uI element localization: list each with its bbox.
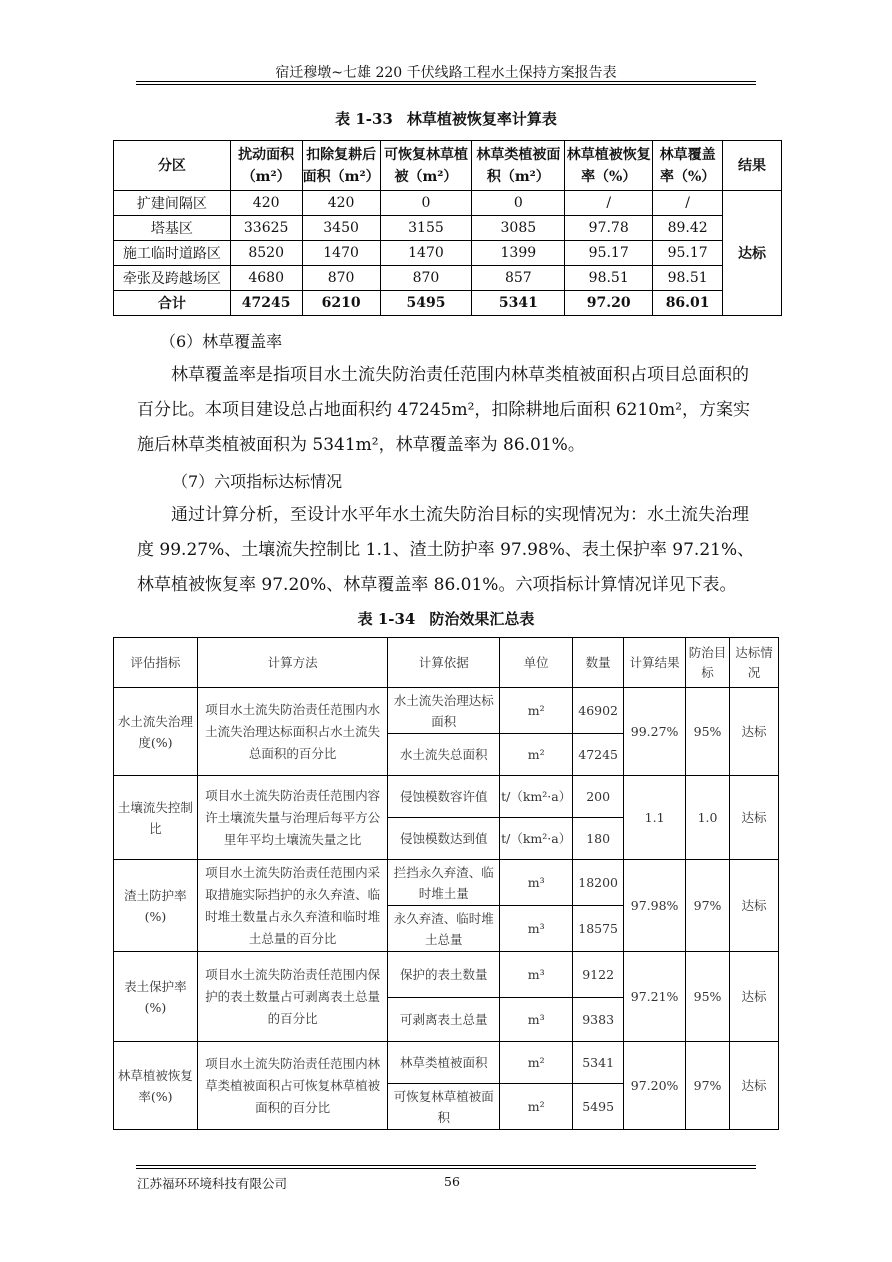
page-header: 宿迁穆墩~七雄 220 千伏线路工程水土保持方案报告表 [275, 65, 617, 81]
target-cell: 97% [686, 1042, 730, 1130]
indicator-cell: 水土流失治理度(%) [114, 688, 198, 776]
table-cell: 89.42 [653, 216, 723, 241]
table-cell: / [653, 191, 723, 216]
quantity-cell: 180 [573, 818, 624, 860]
column-header: 防治目标 [686, 638, 730, 688]
table-cell: 合计 [114, 291, 231, 316]
quantity-cell: 47245 [573, 734, 624, 776]
table-row [114, 860, 779, 906]
table-row [114, 216, 782, 241]
column-header: 计算方法 [197, 638, 388, 688]
target-cell: 97% [686, 860, 730, 952]
status-cell: 达标 [730, 952, 779, 1042]
result-cell: 99.27% [624, 688, 686, 776]
method-cell: 项目水土流失防治责任范围内采取措施实际挡护的永久弃渣、临时堆土数量占永久弃渣和临时堆土总量的百分比 [197, 860, 388, 952]
table-34 [113, 637, 779, 1130]
target-cell: 95% [686, 952, 730, 1042]
method-cell: 项目水土流失防治责任范围内容许土壤流失量与治理后每平方公里年平均土壤流失量之比 [197, 776, 388, 860]
table-33-caption [0, 108, 892, 129]
column-header: 计算依据 [388, 638, 500, 688]
table-row [114, 952, 779, 998]
indicator-cell: 林草植被恢复率(%) [114, 1042, 198, 1130]
column-header: 扰动面积（m²） [230, 141, 302, 191]
table-cell: 6210 [302, 291, 380, 316]
basis-cell: 水土流失总面积 [388, 734, 500, 776]
basis-cell: 永久弃渣、临时堆土总量 [388, 906, 500, 952]
unit-cell: m³ [500, 998, 573, 1042]
column-header: 林草覆盖率（%） [653, 141, 723, 191]
table-row [114, 191, 782, 216]
target-cell: 1.0 [686, 776, 730, 860]
quantity-cell: 18200 [573, 860, 624, 906]
unit-cell: m² [500, 1084, 573, 1130]
status-cell: 达标 [730, 776, 779, 860]
table-cell: 3155 [380, 216, 472, 241]
table-cell: 86.01 [653, 291, 723, 316]
column-header: 分区 [114, 141, 231, 191]
table-cell: 塔基区 [114, 216, 231, 241]
table-cell: / [565, 191, 653, 216]
table-33 [113, 140, 782, 316]
footer-rule [136, 1168, 756, 1169]
column-header: 数量 [573, 638, 624, 688]
column-header: 林草类植被面积（m²） [472, 141, 565, 191]
footer-rule [136, 1165, 756, 1166]
status-cell: 达标 [730, 860, 779, 952]
table-cell: 33625 [230, 216, 302, 241]
table-cell: 857 [472, 266, 565, 291]
table-cell: 5341 [472, 291, 565, 316]
basis-cell: 可恢复林草植被面积 [388, 1084, 500, 1130]
table-cell: 牵张及跨越场区 [114, 266, 231, 291]
quantity-cell: 46902 [573, 688, 624, 734]
quantity-cell: 9122 [573, 952, 624, 998]
unit-cell: t/（km²·a） [500, 776, 573, 818]
basis-cell: 保护的表土数量 [388, 952, 500, 998]
table-cell: 8520 [230, 241, 302, 266]
section-7-heading: （7）六项指标达标情况 [172, 472, 343, 491]
table-cell: 4680 [230, 266, 302, 291]
header-rule [136, 84, 756, 85]
unit-cell: m² [500, 1042, 573, 1084]
column-header: 评估指标 [114, 638, 198, 688]
caption-number: 表 1-34 [357, 610, 416, 628]
table-cell: 0 [380, 191, 472, 216]
table-header-row [114, 141, 782, 191]
result-cell: 97.20% [624, 1042, 686, 1130]
quantity-cell: 9383 [573, 998, 624, 1042]
column-header: 结果 [723, 141, 782, 191]
section-6-paragraph: 林草覆盖率是指项目水土流失防治责任范围内林草类植被面积占项目总面积的百分比。本项目建设总占地面积约 47245m²，扣除耕地后面积 6210m²，方案实施后林草类植被面积为 5341m²，林草覆盖率为 86.01%。 [137, 365, 751, 455]
result-cell: 97.21% [624, 952, 686, 1042]
column-header: 单位 [500, 638, 573, 688]
table-row [114, 241, 782, 266]
page-number: 56 [444, 1174, 460, 1189]
table-cell: 扩建间隔区 [114, 191, 231, 216]
table-cell: 1399 [472, 241, 565, 266]
section-7-paragraph: 通过计算分析，至设计水平年水土流失防治目标的实现情况为：水土流失治理度 99.27%、土壤流失控制比 1.1、渣土防护率 97.98%、表土保护率 97.21%、林草植被恢复率 97.20%、林草覆盖率 86.01%。六项指标计算情况详见下表。 [137, 505, 755, 595]
table-cell: 3450 [302, 216, 380, 241]
method-cell: 项目水土流失防治责任范围内林草类植被面积占可恢复林草植被面积的百分比 [197, 1042, 388, 1130]
table-cell: 420 [302, 191, 380, 216]
basis-cell: 侵蚀模数达到值 [388, 818, 500, 860]
quantity-cell: 200 [573, 776, 624, 818]
basis-cell: 侵蚀模数容许值 [388, 776, 500, 818]
table-cell: 3085 [472, 216, 565, 241]
table-row [114, 266, 782, 291]
table-cell: 1470 [380, 241, 472, 266]
quantity-cell: 18575 [573, 906, 624, 952]
quantity-cell: 5495 [573, 1084, 624, 1130]
basis-cell: 林草类植被面积 [388, 1042, 500, 1084]
table-cell: 5495 [380, 291, 472, 316]
indicator-cell: 渣土防护率(%) [114, 860, 198, 952]
table-row [114, 1042, 779, 1084]
basis-cell: 可剥离表土总量 [388, 998, 500, 1042]
column-header: 计算结果 [624, 638, 686, 688]
basis-cell: 水土流失治理达标面积 [388, 688, 500, 734]
table-cell: 95.17 [565, 241, 653, 266]
result-cell: 1.1 [624, 776, 686, 860]
table-row [114, 688, 779, 734]
table-cell: 98.51 [653, 266, 723, 291]
table-cell: 97.20 [565, 291, 653, 316]
column-header: 林草植被恢复率（%） [565, 141, 653, 191]
table-row [114, 776, 779, 818]
basis-cell: 拦挡永久弃渣、临时堆土量 [388, 860, 500, 906]
table-cell: 1470 [302, 241, 380, 266]
section-6-heading: （6）林草覆盖率 [160, 332, 283, 351]
target-cell: 95% [686, 688, 730, 776]
column-header: 扣除复耕后面积（m²） [302, 141, 380, 191]
indicator-cell: 土壤流失控制比 [114, 776, 198, 860]
method-cell: 项目水土流失防治责任范围内保护的表土数量占可剥离表土总量的百分比 [197, 952, 388, 1042]
indicator-cell: 表土保护率(%) [114, 952, 198, 1042]
caption-title: 防治效果汇总表 [429, 610, 535, 628]
table-header-row [114, 638, 779, 688]
unit-cell: m² [500, 734, 573, 776]
table-cell: 98.51 [565, 266, 653, 291]
status-cell: 达标 [730, 1042, 779, 1130]
status-cell: 达标 [730, 688, 779, 776]
unit-cell: t/（km²·a） [500, 818, 573, 860]
caption-number: 表 1-33 [335, 110, 393, 128]
table-cell: 870 [380, 266, 472, 291]
column-header: 达标情况 [730, 638, 779, 688]
footer-company: 江苏福环环境科技有限公司 [137, 1176, 288, 1191]
table-34-caption [0, 608, 892, 629]
unit-cell: m³ [500, 860, 573, 906]
table-cell: 420 [230, 191, 302, 216]
caption-title: 林草植被恢复率计算表 [406, 110, 557, 128]
table-total-row [114, 291, 782, 316]
table-cell: 47245 [230, 291, 302, 316]
column-header: 可恢复林草植被（m²） [380, 141, 472, 191]
table-cell: 施工临时道路区 [114, 241, 231, 266]
result-cell: 97.98% [624, 860, 686, 952]
result-cell: 达标 [723, 191, 782, 316]
table-cell: 0 [472, 191, 565, 216]
method-cell: 项目水土流失防治责任范围内水土流失治理达标面积占水土流失总面积的百分比 [197, 688, 388, 776]
table-cell: 97.78 [565, 216, 653, 241]
header-rule [136, 81, 756, 82]
unit-cell: m³ [500, 952, 573, 998]
table-cell: 870 [302, 266, 380, 291]
table-cell: 95.17 [653, 241, 723, 266]
unit-cell: m³ [500, 906, 573, 952]
unit-cell: m² [500, 688, 573, 734]
quantity-cell: 5341 [573, 1042, 624, 1084]
